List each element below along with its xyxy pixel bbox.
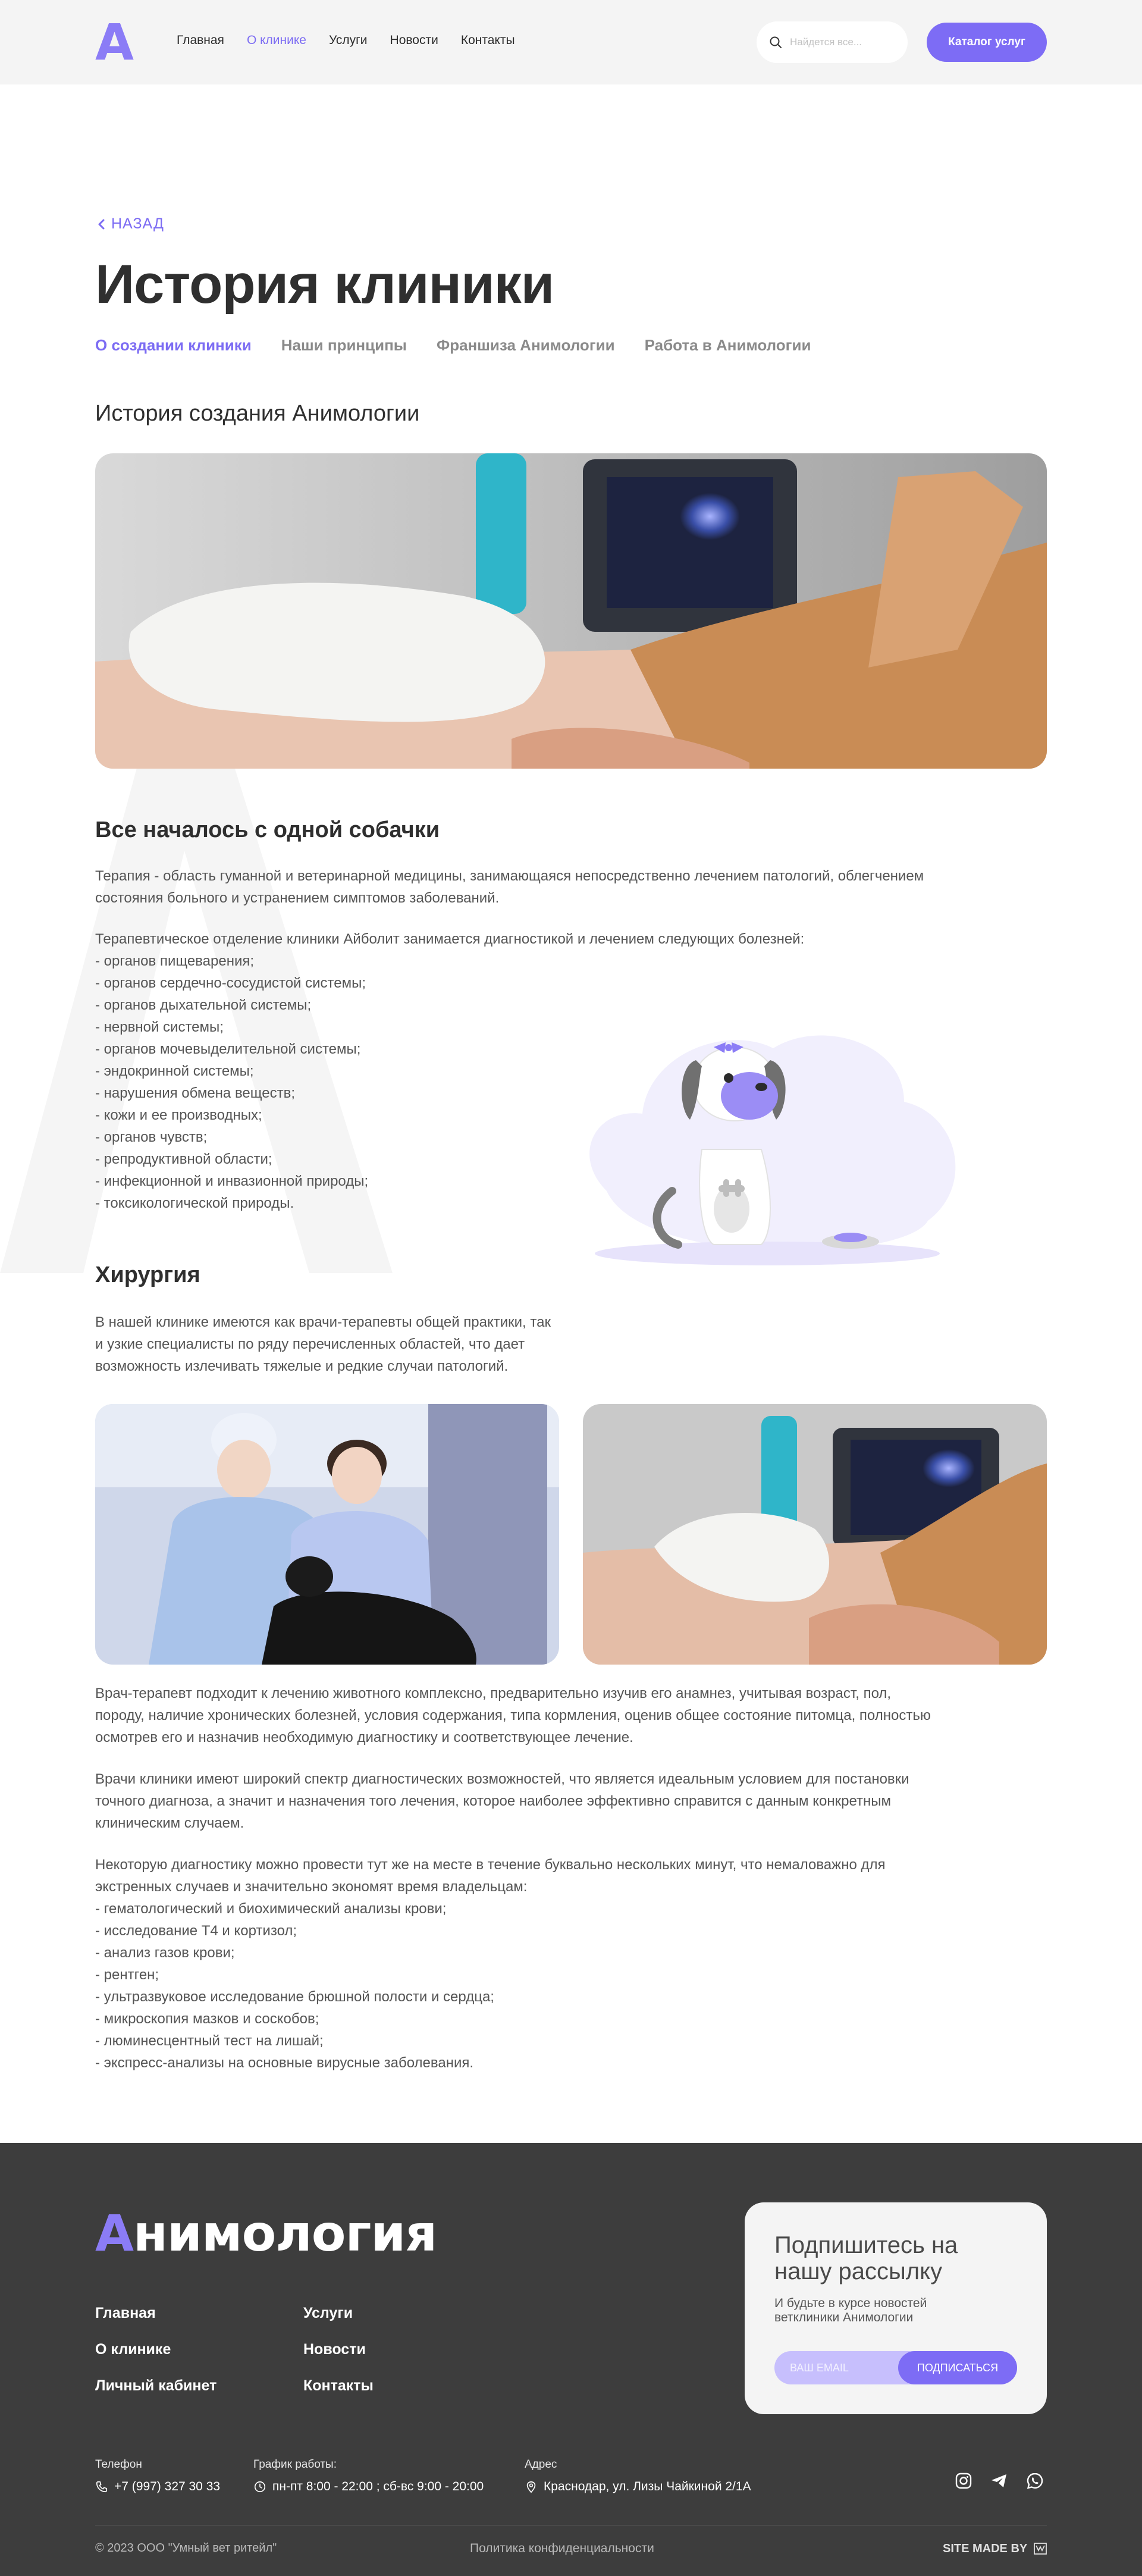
address-label: Адрес xyxy=(525,2458,557,2471)
newsletter-card xyxy=(745,2202,1047,2414)
search-box[interactable] xyxy=(757,21,908,63)
studio-logo-icon xyxy=(1033,2541,1047,2556)
nav-home[interactable]: Главная xyxy=(177,33,224,47)
surgery-paragraph: В нашей клинике имеются как врачи-терапевты общей практики, так и узкие специалисты по ряду перечисленных областей, что дает возможность излечивать тяжелые и редкие случаи патологий. xyxy=(95,1314,551,1374)
newsletter-form xyxy=(774,2351,1017,2384)
nav-about[interactable]: О клинике xyxy=(246,33,306,47)
instagram-icon[interactable] xyxy=(954,2471,973,2490)
newsletter-text: И будьте в курсе новостей ветклиники Анимологии xyxy=(774,2296,927,2324)
diseases-list: Терапевтическое отделение клиники Айболит занимается диагностикой и лечением следующих болезней: - органов пищеварения; - органов сердечно-сосудистой системы; - органов дыхательной системы; - нервной системы; - органов мочевыделительной системы; - эндокринной системы; - нарушения обмена веществ; - кожи и ее производных; - органов чувств; - репродуктивной области; - инфекционной и инвазионной природы; - токсикологической природы. xyxy=(95,931,805,1211)
site-header xyxy=(0,0,1142,84)
footer-link-contacts[interactable]: Контакты xyxy=(303,2377,374,2394)
tab-careers[interactable]: Работа в Анимологии xyxy=(644,336,811,354)
phone-icon xyxy=(95,2480,108,2493)
clock-icon xyxy=(253,2480,266,2493)
surgery-photo xyxy=(95,1404,559,1665)
hero-photo xyxy=(95,453,1047,769)
search-input[interactable] xyxy=(790,36,897,48)
nav-services[interactable]: Услуги xyxy=(328,33,368,47)
nav-contacts[interactable]: Контакты xyxy=(460,33,515,47)
section-title-history: История создания Анимологии xyxy=(95,401,420,426)
site-footer xyxy=(0,2143,1142,2576)
telegram-icon[interactable] xyxy=(990,2471,1009,2490)
catalog-button[interactable]: Каталог услуг xyxy=(927,23,1047,62)
subscribe-button[interactable]: ПОДПИСАТЬСЯ xyxy=(898,2351,1017,2384)
tab-franchise[interactable]: Франшиза Анимологии xyxy=(437,336,615,354)
whatsapp-icon[interactable] xyxy=(1025,2471,1044,2490)
logo[interactable]: А xyxy=(95,13,133,71)
section-title-beginning: Все началось с одной собачки xyxy=(95,817,440,842)
site-made-by[interactable]: SITE MADE BY xyxy=(943,2541,1047,2556)
footer-logo[interactable]: Анимология xyxy=(95,2204,437,2262)
footer-nav xyxy=(95,2305,452,2395)
phone-label: Телефон xyxy=(95,2458,142,2471)
intro-paragraph: Терапия - область гуманной и ветеринарной медицины, занимающаяся непосредственно лечением патологий, облегчением состояния больного и устранением симптомов заболеваний. xyxy=(95,868,924,906)
section-title-surgery: Хирургия xyxy=(95,1262,200,1287)
footer-link-services[interactable]: Услуги xyxy=(303,2305,353,2321)
search-icon xyxy=(768,35,783,49)
back-link[interactable] xyxy=(97,215,164,233)
phone-link[interactable]: +7 (997) 327 30 33 xyxy=(95,2480,220,2494)
hours-label: График работы: xyxy=(253,2458,337,2471)
diagnostics-paragraph: Врачи клиники имеют широкий спектр диагностических возможностей, что является идеальным условием для постановки точного диагноза, а значит и назначения того лечения, которое наиболее эффективно справится с данным конкретным клиническим случаем. xyxy=(95,1771,909,1831)
tab-creation[interactable]: О создании клиники xyxy=(95,336,252,354)
express-diagnostics-list: Некоторую диагностику можно провести тут же на месте в течение буквально нескольких минут, что немаловажно для экстренных случаев и значительно экономят время владельцам: - гематологический и биохимический анализы крови; - исследование Т4 и кортизол; - анализ газов крови; - рентген; - ультразвуковое исследование брюшной полости и сердца; - микроскопия мазков и соскобов; - люминесцентный тест на лишай; - экспресс-анализы на основные вирусные заболевания. xyxy=(95,1857,886,2071)
tab-principles[interactable]: Наши принципы xyxy=(281,336,407,354)
nav-news[interactable]: Новости xyxy=(390,33,438,47)
location-pin-icon xyxy=(525,2480,538,2493)
privacy-policy-link[interactable]: Политика конфиденциальности xyxy=(470,2541,654,2555)
page-title: История клиники xyxy=(95,254,554,315)
therapist-paragraph: Врач-терапевт подходит к лечению животного комплексно, предварительно изучив его анамнез, учитывая возраст, пол, породу, наличие хронических болезней, условия содержания, типа кормления, оценив общее состояние питомца, полностью осмотрев его и назначив необходимую диагностику и соответствующее лечение. xyxy=(95,1685,931,1745)
chevron-left-icon xyxy=(97,218,105,230)
ultrasound-photo xyxy=(583,1404,1047,1665)
email-field[interactable] xyxy=(790,2351,897,2384)
hours-value: пн-пт 8:00 - 22:00 ; сб-вс 9:00 - 20:00 xyxy=(253,2480,484,2494)
dog-illustration xyxy=(571,1013,964,1274)
footer-link-home[interactable]: Главная xyxy=(95,2305,156,2321)
social-links xyxy=(954,2471,1044,2490)
back-label: НАЗАД xyxy=(111,215,164,232)
footer-link-about[interactable]: О клинике xyxy=(95,2341,171,2358)
main-nav xyxy=(177,33,515,48)
newsletter-title: Подпишитесь на нашу рассылку xyxy=(774,2232,958,2284)
footer-link-news[interactable]: Новости xyxy=(303,2341,366,2358)
copyright: © 2023 ООО "Умный вет ритейл" xyxy=(95,2541,277,2555)
tabs xyxy=(95,336,811,355)
address-value[interactable]: Краснодар, ул. Лизы Чайкиной 2/1А xyxy=(525,2480,751,2494)
footer-link-account[interactable]: Личный кабинет xyxy=(95,2377,217,2394)
